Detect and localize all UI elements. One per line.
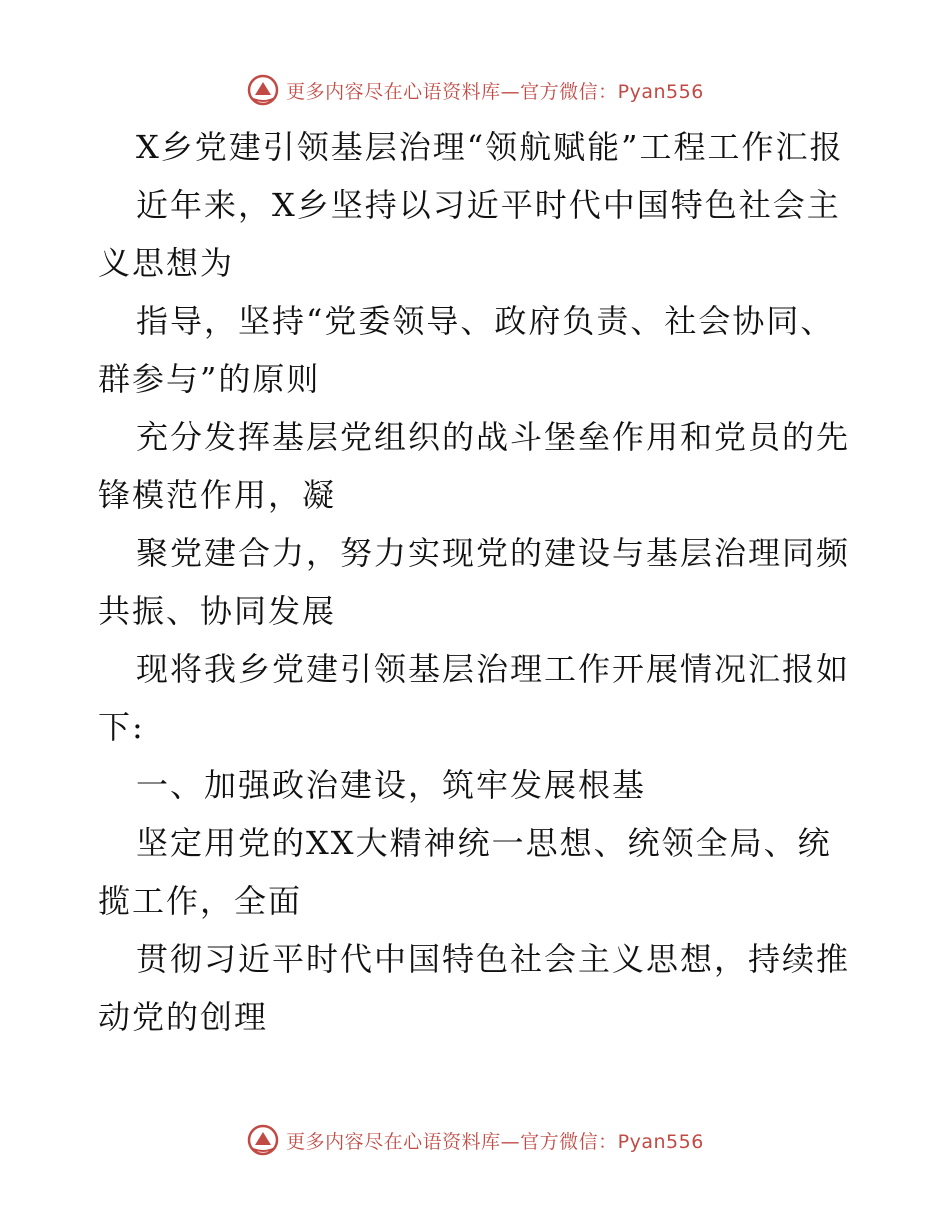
paragraph: 聚党建合力，努力实现党的建设与基层治理同频共振、协同发展	[98, 534, 851, 630]
paragraph: 贯彻习近平时代中国特色社会主义思想，持续推动党的创理	[98, 940, 851, 1036]
header-banner	[0, 70, 950, 110]
paragraph: 现将我乡党建引领基层治理工作开展情况汇报如下:	[98, 650, 851, 746]
paragraph: 指导，坚持“党委领导、政府负责、社会协同、群参与”的原则	[98, 302, 835, 398]
paragraph: 充分发挥基层党组织的战斗堡垒作用和党员的先锋模范作用，凝	[98, 418, 851, 514]
footer-banner-text: 更多内容尽在心语资料库—官方微信：Pyan556	[286, 1130, 704, 1153]
footer-banner	[0, 1120, 950, 1160]
section-heading: 一、加强政治建设，筑牢发展根基	[136, 766, 647, 804]
document-title: X乡党建引领基层治理“领航赋能”工程工作汇报	[136, 128, 844, 166]
seal-logo-icon	[246, 73, 280, 107]
header-banner-text: 更多内容尽在心语资料库—官方微信：Pyan556	[286, 80, 704, 103]
seal-logo-icon	[246, 1123, 280, 1157]
document-body	[98, 118, 858, 1046]
paragraph: 近年来，X乡坚持以习近平时代中国特色社会主义思想为	[98, 186, 841, 282]
paragraph: 坚定用党的XX大精神统一思想、统领全局、统揽工作，全面	[98, 824, 832, 920]
